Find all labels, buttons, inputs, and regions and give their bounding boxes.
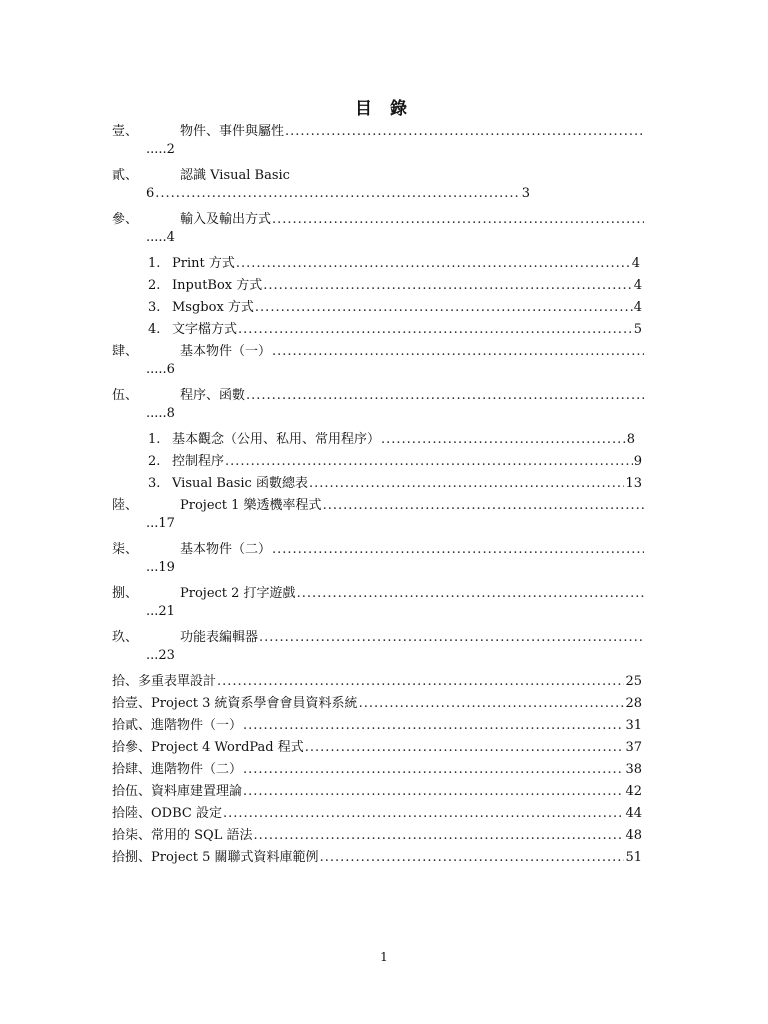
toc-entry-number: 柒、	[112, 542, 139, 557]
toc-entry-title: Print 方式	[172, 256, 235, 271]
toc-entry	[112, 560, 645, 580]
toc-entry	[112, 208, 645, 228]
toc-entry-title: 認識 Visual Basic	[180, 168, 290, 183]
toc-entry-title: 基本物件（一）	[180, 344, 272, 359]
toc-entry	[112, 582, 645, 602]
toc-page-number: 31	[625, 718, 642, 733]
toc-leader-dots	[223, 806, 624, 821]
toc-entry	[112, 714, 642, 734]
toc-entry-title: 功能表編輯器	[180, 630, 259, 645]
toc-entry-title: ...19	[146, 560, 175, 575]
toc-leader-dots	[253, 828, 624, 843]
toc-entry-number: 參、	[112, 212, 139, 227]
toc-leader-dots	[381, 432, 626, 447]
toc-entry-number: 4.	[148, 322, 161, 337]
toc-entry	[112, 648, 645, 668]
toc-entry	[148, 252, 640, 272]
toc-leader-dots	[323, 498, 644, 513]
toc-entry-title: 物件、事件與屬性	[180, 124, 285, 139]
toc-entry-title: Project 1 樂透機率程式	[180, 498, 322, 513]
toc-leader-dots	[320, 850, 625, 865]
toc-entry-number: 1.	[148, 432, 161, 447]
toc-entry-title: 拾伍、資料庫建置理論	[112, 784, 243, 799]
toc-entry-title: 基本觀念（公用、私用、常用程序）	[172, 432, 381, 447]
toc-leader-dots	[243, 718, 624, 733]
toc-entry-title: 拾貳、進階物件（一）	[112, 718, 243, 733]
page-number: 1	[380, 950, 388, 964]
toc-page-number: 13	[625, 476, 642, 491]
toc-entry	[112, 186, 530, 206]
toc-entry	[148, 428, 635, 448]
toc-entry-number: 陸、	[112, 498, 139, 513]
toc-entry	[112, 516, 645, 536]
toc-entry-title: .....6	[146, 362, 175, 377]
toc-entry-title: 拾肆、進階物件（二）	[112, 762, 243, 777]
toc-entry	[148, 472, 642, 492]
toc-entry-title: 拾參、Project 4 WordPad 程式	[112, 740, 304, 755]
toc-entry-number: 捌、	[112, 586, 139, 601]
toc-entry	[112, 802, 642, 822]
toc-entry-number: 2.	[148, 278, 161, 293]
toc-page-number: 42	[625, 784, 642, 799]
toc-entry	[148, 296, 642, 316]
toc-entry-title: InputBox 方式	[172, 278, 263, 293]
toc-entry-title: 6	[146, 186, 155, 201]
toc-page-number: 3	[521, 186, 530, 201]
toc-entry-number: 壹、	[112, 124, 139, 139]
toc-leader-dots	[255, 300, 633, 315]
toc-entry-title: 拾捌、Project 5 關聯式資料庫範例	[112, 850, 319, 865]
toc-entry	[112, 626, 645, 646]
toc-entry	[112, 384, 645, 404]
toc-entry	[112, 604, 645, 624]
toc-entry	[112, 362, 645, 382]
toc-entry-title: Visual Basic 函數總表	[172, 476, 308, 491]
toc-entry-title: 拾柒、常用的 SQL 語法	[112, 828, 253, 843]
toc-entry-title: ...21	[146, 604, 175, 619]
toc-leader-dots	[272, 542, 644, 557]
toc-page-number: 38	[625, 762, 642, 777]
toc-entry-title: .....2	[146, 142, 175, 157]
toc-entry-number: 貳、	[112, 168, 139, 183]
toc-entry-title: 程序、函數	[180, 388, 246, 403]
toc-page-number: 5	[633, 322, 642, 337]
toc-leader-dots	[217, 674, 624, 689]
toc-page-number: 48	[625, 828, 642, 843]
toc-leader-dots	[259, 630, 644, 645]
toc-entry	[112, 142, 645, 162]
toc-entry	[112, 758, 642, 778]
toc-entry	[112, 780, 642, 800]
toc-entry-title: Msgbox 方式	[172, 300, 254, 315]
toc-leader-dots	[236, 256, 631, 271]
toc-entry	[112, 340, 645, 360]
toc-page-number: 4	[631, 256, 640, 271]
toc-entry	[112, 406, 645, 426]
toc-page-number: 28	[625, 696, 642, 711]
toc-entry	[148, 318, 642, 338]
toc-entry-title: ...23	[146, 648, 175, 663]
toc-entry-title: 拾壹、Project 3 統資系學會會員資料系統	[112, 696, 358, 711]
toc-entry	[112, 692, 642, 712]
toc-entry-number: 玖、	[112, 630, 139, 645]
toc-leader-dots	[238, 322, 633, 337]
toc-entry	[112, 164, 645, 184]
toc-entry	[112, 230, 645, 250]
toc-entry	[112, 736, 642, 756]
toc-entry	[112, 120, 645, 140]
toc-leader-dots	[263, 278, 632, 293]
toc-entry	[112, 538, 645, 558]
toc-leader-dots	[305, 740, 625, 755]
toc-entry-title: 拾、多重表單設計	[112, 674, 217, 689]
toc-leader-dots	[359, 696, 625, 711]
toc-entry	[148, 450, 642, 470]
toc-entry	[112, 824, 642, 844]
toc-entry-number: 2.	[148, 454, 161, 469]
toc-entry-title: 文字檔方式	[172, 322, 238, 337]
toc-leader-dots	[246, 388, 644, 403]
page-title: 目 錄	[355, 99, 413, 119]
toc-leader-dots	[225, 454, 633, 469]
toc-leader-dots	[155, 186, 520, 201]
toc-entry-title: .....4	[146, 230, 175, 245]
toc-entry-number: 1.	[148, 256, 161, 271]
toc-entry-number: 3.	[148, 476, 161, 491]
toc-page-number: 51	[625, 850, 642, 865]
toc-leader-dots	[272, 212, 644, 227]
toc-entry	[112, 670, 642, 690]
toc-page-number: 4	[633, 300, 642, 315]
toc-entry	[112, 846, 642, 866]
toc-leader-dots	[243, 762, 624, 777]
toc-page-number: 8	[626, 432, 635, 447]
toc-entry	[148, 274, 642, 294]
toc-page-number: 44	[625, 806, 642, 821]
toc-page-number: 4	[633, 278, 642, 293]
toc-entry-title: 輸入及輸出方式	[180, 212, 272, 227]
toc-leader-dots	[243, 784, 624, 799]
toc-page-number: 37	[625, 740, 642, 755]
toc-leader-dots	[285, 124, 644, 139]
toc-leader-dots	[297, 586, 644, 601]
toc-entry-title: 控制程序	[172, 454, 225, 469]
toc-entry-number: 伍、	[112, 388, 139, 403]
toc-leader-dots	[272, 344, 644, 359]
toc-page-number: 25	[625, 674, 642, 689]
toc-entry-number: 肆、	[112, 344, 139, 359]
toc-entry-number: 3.	[148, 300, 161, 315]
toc-entry-title: .....8	[146, 406, 175, 421]
toc-entry-title: 拾陸、ODBC 設定	[112, 806, 222, 821]
toc-entry-title: Project 2 打字遊戲	[180, 586, 296, 601]
toc-leader-dots	[309, 476, 625, 491]
toc-entry-title: ...17	[146, 516, 175, 531]
toc-entry	[112, 494, 645, 514]
toc-page-number: 9	[633, 454, 642, 469]
toc-entry-title: 基本物件（二）	[180, 542, 272, 557]
